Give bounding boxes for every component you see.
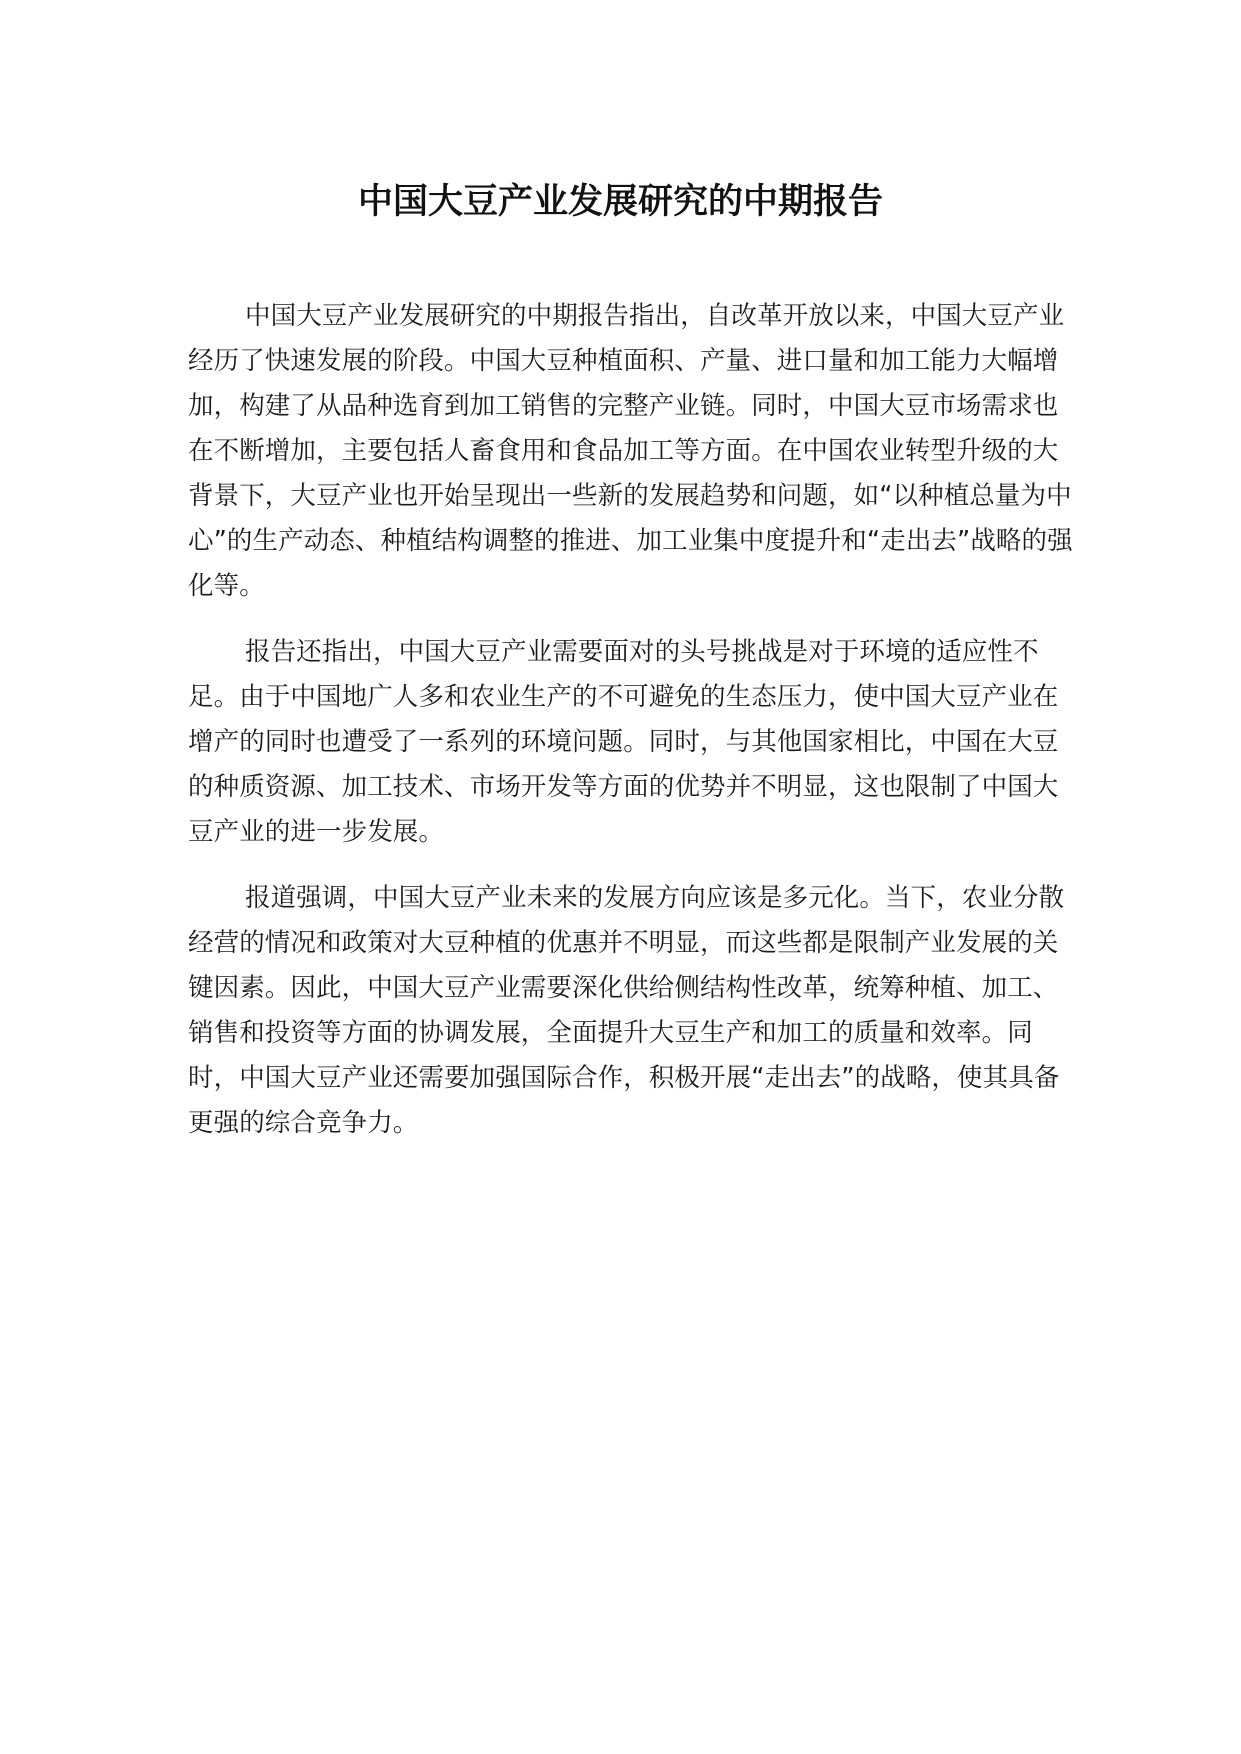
paragraph-2: 报告还指出，中国大豆产业需要面对的头号挑战是对于环境的适应性不足。由于中国地广人多和农业生产的不可避免的生态压力，使中国大豆产业在增产的同时也遭受了一系列的环境问题。同时，与其他国家相比，中国在大豆的种质资源、加工技术、市场开发等方面的优势并不明显，这也限制了中国大豆产业的进一步发展。 [188,637,1059,847]
paragraph-3: 报道强调，中国大豆产业未来的发展方向应该是多元化。当下，农业分散经营的情况和政策对大豆种植的优惠并不明显，而这些都是限制产业发展的关键因素。因此，中国大豆产业需要深化供给侧结构性改革，统筹种植、加工、销售和投资等方面的协调发展，全面提升大豆生产和加工的质量和效率。同时，中国大豆产业还需要加强国际合作，积极开展“走出去”的战略，使其具备更强的综合竞争力。 [188,883,1065,1138]
document-body [188,294,1083,1167]
paragraph-1: 中国大豆产业发展研究的中期报告指出，自改革开放以来，中国大豆产业经历了快速发展的阶段。中国大豆种植面积、产量、进口量和加工能力大幅增加，构建了从品种选育到加工销售的完整产业链。同时，中国大豆市场需求也在不断增加，主要包括人畜食用和食品加工等方面。在中国农业转型升级的大背景下，大豆产业也开始呈现出一些新的发展趋势和问题，如“以种植总量为中心”的生产动态、种植结构调整的推进、加工业集中度提升和“走出去”战略的强化等。 [188,301,1073,601]
document-title: 中国大豆产业发展研究的中期报告 [357,182,883,222]
